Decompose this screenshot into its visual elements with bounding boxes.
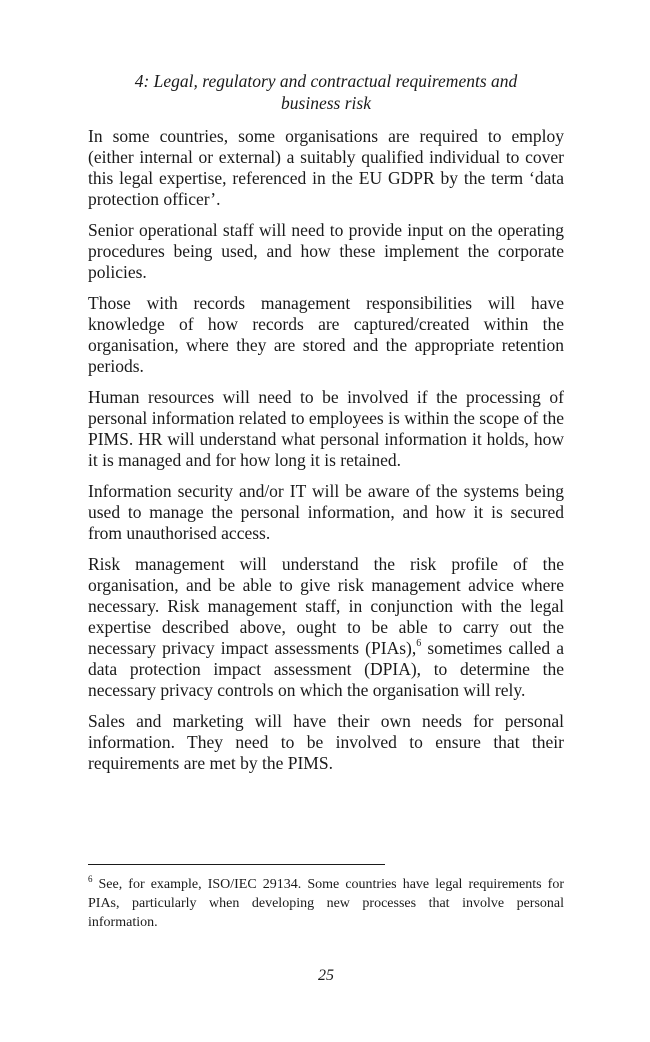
footnote-marker: 6 [88, 874, 93, 885]
paragraph-risk-management [88, 554, 564, 701]
paragraph-information-security: Information security and/or IT will be aware of the systems being used to manage the personal information, and how it is secured from unauthorised access. [88, 481, 564, 543]
footnote-6 [88, 875, 564, 932]
footnote-text: See, for example, ISO/IEC 29134. Some countries have legal requirements for PIAs, particularly when developing new processes that involve personal information. [88, 877, 564, 930]
footnote-reference-6[interactable]: 6 [416, 638, 422, 650]
body-text [88, 126, 564, 784]
paragraph-human-resources: Human resources will need to be involved if the processing of personal information related to employees is within the scope of the PIMS. HR will understand what personal information it holds, how it is managed and for how long it is retained. [88, 387, 564, 470]
paragraph-dpo: In some countries, some organisations are required to employ (either internal or external) a suitably qualified individual to cover this legal expertise, referenced in the EU GDPR by the term ‘data protection officer’. [88, 126, 564, 209]
paragraph-risk-management-text-b: sometimes called a data protection impact assessment (DPIA), to determine the necessary privacy controls on which the organisation will rely. [88, 638, 564, 700]
page-number: 25 [318, 967, 334, 984]
running-head-line-2: business risk [281, 93, 371, 113]
paragraph-records-management: Those with records management responsibilities will have knowledge of how records are captured/created within the organisation, where they are stored and the appropriate retention periods. [88, 293, 564, 376]
paragraph-operational-staff: Senior operational staff will need to provide input on the operating procedures being used, and how these implement the corporate policies. [88, 220, 564, 282]
running-head [88, 70, 564, 114]
paragraph-risk-management-text-a: Risk management will understand the risk profile of the organisation, and be able to give risk management advice where necessary. Risk management staff, in conjunction with the legal expertise described above, ought to be able to carry out the necessary privacy impact assessments (PIAs), [88, 554, 564, 658]
paragraph-sales-marketing: Sales and marketing will have their own needs for personal information. They need to be involved to ensure that their requirements are met by the PIMS. [88, 711, 564, 773]
footnote-separator [88, 864, 385, 865]
running-head-line-1: 4: Legal, regulatory and contractual requirements and [134, 71, 518, 91]
